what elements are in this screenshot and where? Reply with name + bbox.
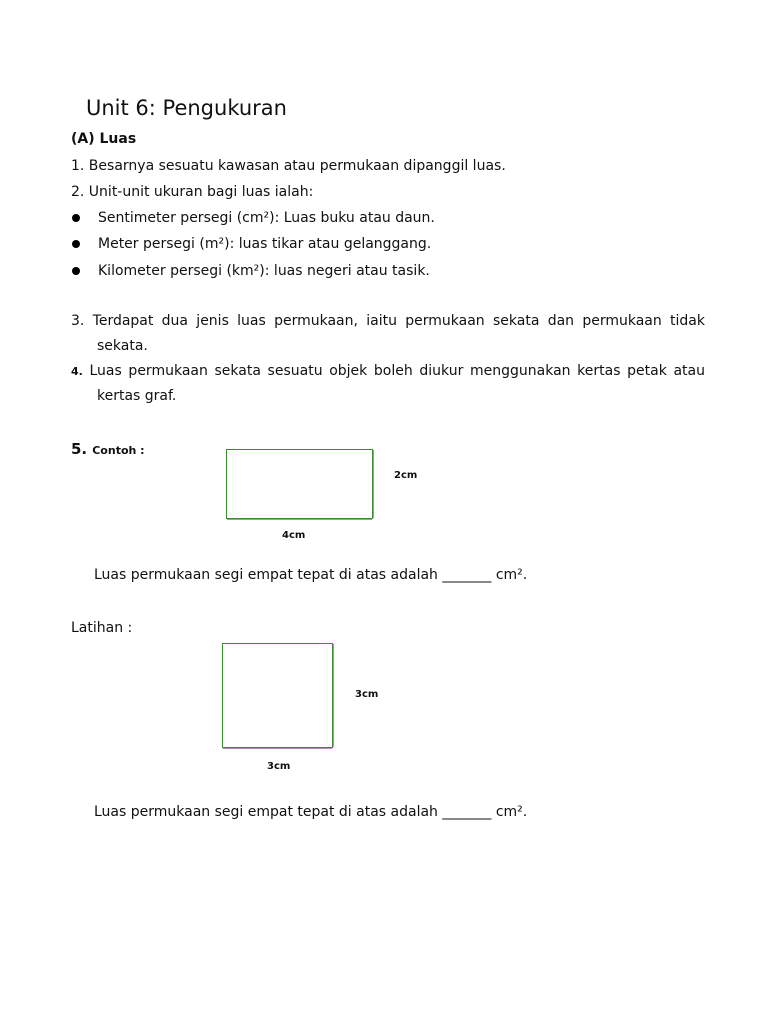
point-1: 1. Besarnya sesuatu kawasan atau permukaan dipanggil luas. (71, 158, 506, 174)
exercise-question: Luas permukaan segi empat tepat di atas adalah _______ cm². (94, 804, 528, 820)
example-label: Contoh : (92, 444, 145, 457)
unit-item-km: Kilometer persegi (km²): luas negeri atau tasik. (98, 263, 430, 279)
unit-item-m: Meter persegi (m²): luas tikar atau gelanggang. (98, 236, 432, 252)
exercise-label: Latihan : (71, 620, 133, 636)
point-3 (71, 309, 705, 359)
unit-item-cm: Sentimeter persegi (cm²): Luas buku atau daun. (98, 210, 435, 226)
point-3-line-1: 3. Terdapat dua jenis luas permukaan, iaitu permukaan sekata dan permukaan tidak (71, 313, 705, 329)
bullet-icon (72, 240, 80, 248)
point-4-line-2: kertas graf. (97, 388, 177, 404)
point-4-number: 4. (71, 365, 83, 378)
example-heading (71, 439, 145, 458)
point-4-line-1 (71, 359, 705, 384)
bullet-icon (72, 214, 80, 222)
point-4-text: Luas permukaan sekata sesuatu objek boleh diukur menggunakan kertas petak atau (82, 363, 705, 379)
example-number: 5. (71, 440, 88, 458)
exercise-square (222, 643, 333, 748)
bullet-icon (72, 267, 80, 275)
section-heading: (A) Luas (71, 131, 137, 147)
example-rectangle (226, 449, 373, 519)
page-title: Unit 6: Pengukuran (86, 96, 287, 120)
exercise-width-label: 3cm (267, 761, 291, 772)
example-width-label: 4cm (282, 530, 306, 541)
point-4 (71, 359, 705, 409)
exercise-height-label: 3cm (355, 689, 379, 700)
point-2: 2. Unit-unit ukuran bagi luas ialah: (71, 184, 314, 200)
example-question: Luas permukaan segi empat tepat di atas adalah _______ cm². (94, 567, 528, 583)
example-height-label: 2cm (394, 470, 418, 481)
point-3-line-2: sekata. (97, 338, 148, 354)
